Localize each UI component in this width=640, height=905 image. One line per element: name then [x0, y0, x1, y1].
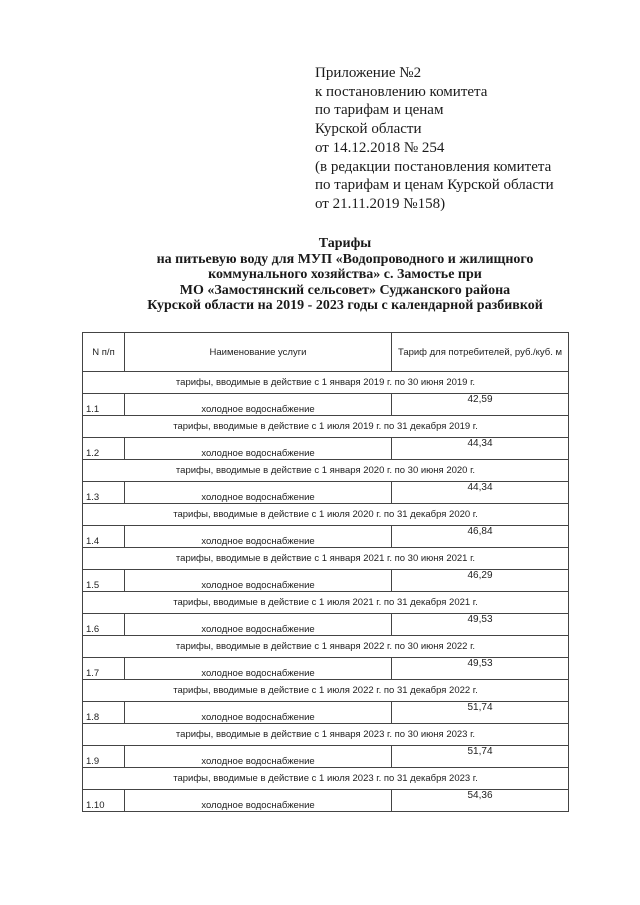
service-name: холодное водоснабжение	[125, 438, 392, 460]
tariff-value: 49,53	[392, 614, 569, 636]
service-name: холодное водоснабжение	[125, 702, 392, 724]
period-label: тарифы, вводимые в действие с 1 июля 2020 г. по 31 декабря 2020 г.	[83, 504, 569, 526]
tariff-value: 54,36	[392, 790, 569, 812]
table-row	[83, 570, 569, 592]
period-label: тарифы, вводимые в действие с 1 июля 2019 г. по 31 декабря 2019 г.	[83, 416, 569, 438]
row-number: 1.10	[83, 790, 125, 812]
table-row	[83, 658, 569, 680]
period-row	[83, 460, 569, 482]
appendix-line: (в редакции постановления комитета	[315, 158, 552, 175]
row-number: 1.4	[83, 526, 125, 548]
table-row	[83, 482, 569, 504]
tariff-value: 42,59	[392, 394, 569, 416]
period-label: тарифы, вводимые в действие с 1 января 2023 г. по 30 июня 2023 г.	[83, 724, 569, 746]
table-row	[83, 702, 569, 724]
period-row	[83, 372, 569, 394]
row-number: 1.1	[83, 394, 125, 416]
appendix-line: к постановлению комитета	[315, 83, 488, 100]
period-label: тарифы, вводимые в действие с 1 июля 2021 г. по 31 декабря 2021 г.	[83, 592, 569, 614]
period-label: тарифы, вводимые в действие с 1 июля 2022 г. по 31 декабря 2022 г.	[83, 680, 569, 702]
tariff-value: 44,34	[392, 438, 569, 460]
table-row	[83, 746, 569, 768]
service-name: холодное водоснабжение	[125, 394, 392, 416]
period-row	[83, 768, 569, 790]
row-number: 1.5	[83, 570, 125, 592]
column-header-num: N п/п	[83, 333, 125, 372]
appendix-line: от 21.11.2019 №158)	[315, 195, 446, 212]
tariff-value: 46,29	[392, 570, 569, 592]
tariff-value: 46,84	[392, 526, 569, 548]
table-row	[83, 526, 569, 548]
service-name: холодное водоснабжение	[125, 790, 392, 812]
period-row	[83, 548, 569, 570]
tariff-value: 51,74	[392, 746, 569, 768]
title-line: Тарифы	[318, 236, 372, 251]
row-number: 1.8	[83, 702, 125, 724]
document-title	[120, 236, 570, 314]
row-number: 1.3	[83, 482, 125, 504]
period-label: тарифы, вводимые в действие с 1 января 2022 г. по 30 июня 2022 г.	[83, 636, 569, 658]
service-name: холодное водоснабжение	[125, 570, 392, 592]
service-name: холодное водоснабжение	[125, 658, 392, 680]
appendix-line: по тарифам и ценам Курской области	[315, 177, 554, 194]
table-row	[83, 394, 569, 416]
tariff-table	[82, 332, 569, 812]
title-line: Курской области на 2019 - 2023 годы с календарной разбивкой	[147, 298, 543, 313]
tariff-value: 49,53	[392, 658, 569, 680]
table-header-row	[83, 333, 569, 372]
period-row	[83, 592, 569, 614]
period-label: тарифы, вводимые в действие с 1 января 2020 г. по 30 июня 2020 г.	[83, 460, 569, 482]
service-name: холодное водоснабжение	[125, 746, 392, 768]
appendix-line: Курской области	[315, 121, 422, 138]
title-line: МО «Замостянский сельсовет» Суджанского района	[179, 282, 511, 298]
period-row	[83, 724, 569, 746]
period-row	[83, 636, 569, 658]
column-header-price: Тариф для потребителей, руб./куб. м	[392, 333, 569, 372]
row-number: 1.9	[83, 746, 125, 768]
tariff-value: 51,74	[392, 702, 569, 724]
period-label: тарифы, вводимые в действие с 1 января 2019 г. по 30 июня 2019 г.	[83, 372, 569, 394]
appendix-line: от 14.12.2018 № 254	[315, 139, 445, 156]
row-number: 1.2	[83, 438, 125, 460]
appendix-line: по тарифам и ценам	[315, 102, 444, 119]
period-label: тарифы, вводимые в действие с 1 января 2021 г. по 30 июня 2021 г.	[83, 548, 569, 570]
service-name: холодное водоснабжение	[125, 482, 392, 504]
service-name: холодное водоснабжение	[125, 614, 392, 636]
period-row	[83, 504, 569, 526]
period-row	[83, 416, 569, 438]
title-line: коммунального хозяйства» с. Замостье при	[208, 267, 482, 282]
column-header-name: Наименование услуги	[125, 333, 392, 372]
period-label: тарифы, вводимые в действие с 1 июля 2023 г. по 31 декабря 2023 г.	[83, 768, 569, 790]
tariff-value: 44,34	[392, 482, 569, 504]
appendix-header	[315, 64, 615, 214]
appendix-line: Приложение №2	[315, 65, 422, 81]
row-number: 1.6	[83, 614, 125, 636]
table-row	[83, 614, 569, 636]
table-row	[83, 438, 569, 460]
table-row	[83, 790, 569, 812]
title-line: на питьевую воду для МУП «Водопроводного и жилищного	[156, 251, 534, 267]
row-number: 1.7	[83, 658, 125, 680]
period-row	[83, 680, 569, 702]
service-name: холодное водоснабжение	[125, 526, 392, 548]
tariff-table-body	[83, 372, 569, 812]
